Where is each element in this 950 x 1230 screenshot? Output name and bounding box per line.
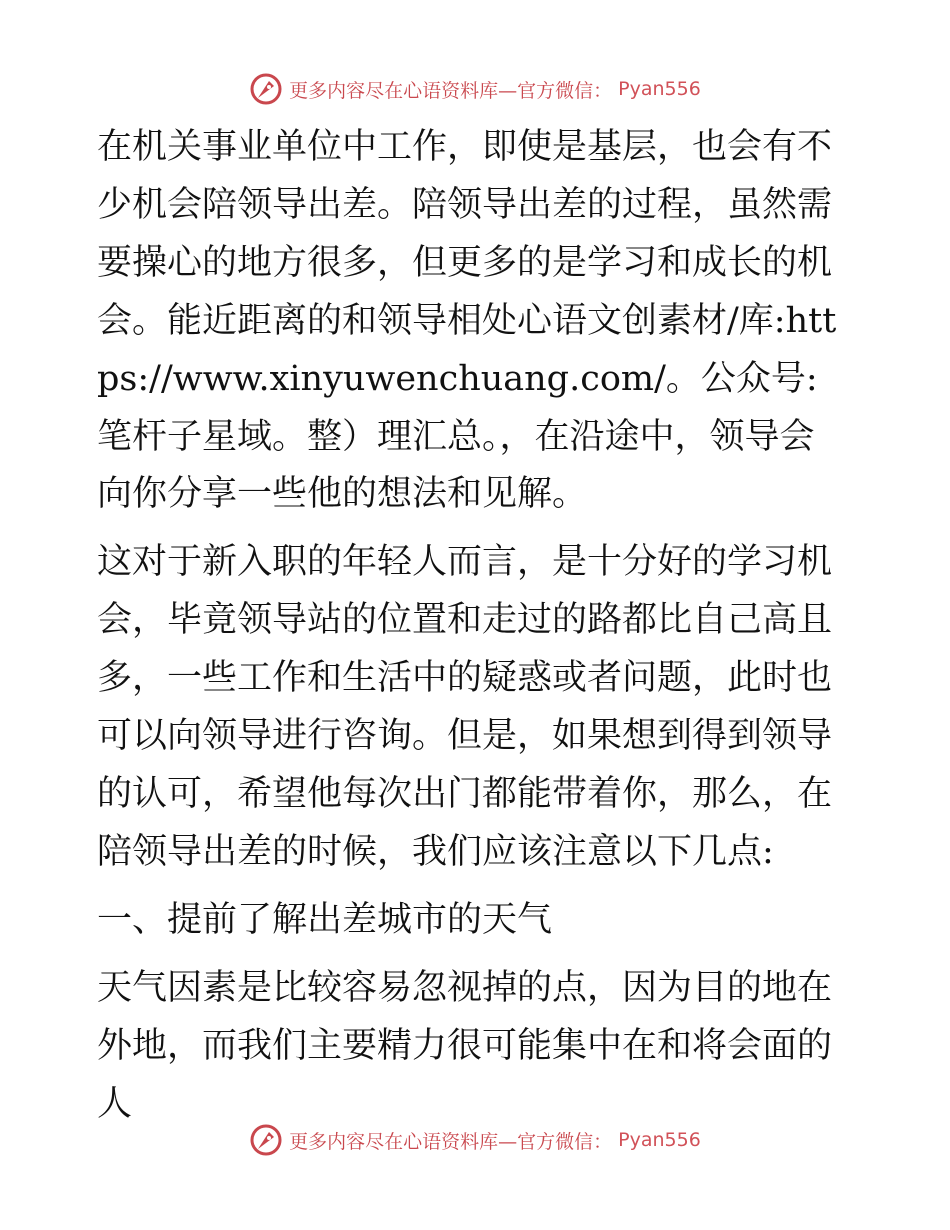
- footer-watermark: [0, 1123, 950, 1157]
- pen-nib-logo-icon: [249, 1123, 283, 1157]
- paragraph-2: 这对于新入职的年轻人而言，是十分好的学习机会，毕竟领导站的位置和走过的路都比自己高且多，一些工作和生活中的疑惑或者问题，此时也可以向领导进行咨询。但是，如果想到得到领导的认可，希望他每次出门都能带着你，那么，在陪领导出差的时候，我们应该注意以下几点:: [97, 542, 833, 872]
- watermark-brand: 更多内容尽在心语资料库—官方微信：: [289, 1130, 613, 1153]
- watermark-contact: Pyan556: [618, 78, 701, 100]
- header-watermark: [0, 72, 950, 106]
- document-body: [97, 119, 849, 1143]
- pen-nib-logo-icon: [249, 72, 283, 106]
- paragraph-3: 天气因素是比较容易忽视掉的点，因为目的地在外地，而我们主要精力很可能集中在和将会面的人: [97, 967, 833, 1124]
- paragraph-1: 在机关事业单位中工作，即使是基层，也会有不少机会陪领导出差。陪领导出差的过程，虽然需要操心的地方很多，但更多的是学习和成长的机会。能近距离的和领导相处心语文创素材/库:https://www.xinyuwenchuang.com/。公众号: 笔杆子星域。整）理汇总。，在沿途中，领导会向你分享一些他的想法和见解。: [97, 127, 837, 515]
- watermark-contact: Pyan556: [618, 1129, 701, 1151]
- watermark-brand: 更多内容尽在心语资料库—官方微信：: [289, 79, 613, 102]
- section-heading: 一、提前了解出差城市的天气: [97, 899, 553, 940]
